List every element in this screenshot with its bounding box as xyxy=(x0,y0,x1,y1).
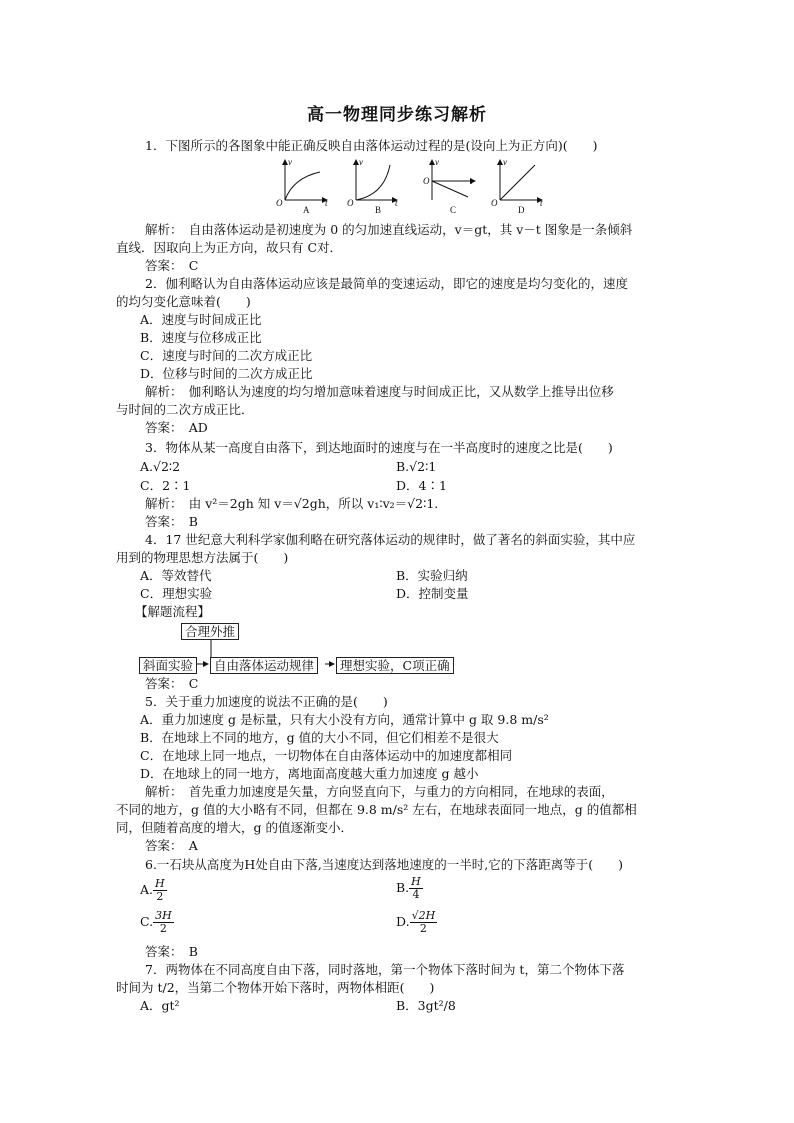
flow-box-2: 自由落体运动规律 xyxy=(210,657,318,674)
graph-a-xaxis: t xyxy=(325,198,328,208)
q6-option-a-label: A. xyxy=(140,882,154,897)
graph-b-yaxis: v xyxy=(359,157,363,167)
graph-c-origin: O xyxy=(423,176,430,186)
q4-option-a: A．等效替代 xyxy=(140,568,212,583)
q3-answer: 答案： B xyxy=(145,514,198,529)
q6-option-d-den: 2 xyxy=(419,922,427,935)
q2-analysis-1: 解析： 伽利略认为速度的均匀增加意味着速度与时间成正比，又从数学上推导出位移 xyxy=(145,384,614,399)
q6-option-c-fraction xyxy=(153,910,174,935)
q6-stem: 6.一石块从高度为H处自由下落,当速度达到落地速度的一半时,它的下落距离等于( ) xyxy=(145,857,624,872)
q2-stem-1: 2．伽利略认为自由落体运动应该是最简单的变速运动，即它的速度是均匀变化的，速度 xyxy=(145,276,628,291)
graph-a-origin: O xyxy=(276,198,283,208)
q4-option-d: D．控制变量 xyxy=(396,586,469,601)
q6-option-a xyxy=(140,878,167,903)
q3-option-b: B.√2∶1 xyxy=(396,459,437,474)
q7-stem-2: 时间为 t/2，当第二个物体开始下落时，两物体相距( ) xyxy=(116,980,435,995)
q1-analysis-1: 解析： 自由落体运动是初速度为 0 的匀加速直线运动，v＝gt，其 v－t 图象是一条倾斜 xyxy=(145,222,633,237)
q2-option-a: A．速度与时间成正比 xyxy=(140,312,262,327)
q2-option-b: B．速度与位移成正比 xyxy=(140,330,262,345)
q2-answer: 答案： AD xyxy=(145,420,208,435)
flow-box-1: 斜面实验 xyxy=(139,657,197,674)
graph-b-xaxis: t xyxy=(395,198,398,208)
q3-option-a: A.√2∶2 xyxy=(140,459,181,474)
q4-stem-1: 4．17 世纪意大利科学家伽利略在研究落体运动的规律时，做了著名的斜面实验，其中应 xyxy=(145,532,636,547)
q6-option-a-fraction xyxy=(153,878,167,903)
q7-option-b: B．3gt²/8 xyxy=(396,998,456,1013)
q5-analysis-1: 解析： 首先重力加速度是矢量，方向竖直向下，与重力的方向相同，在地球的表面， xyxy=(145,784,614,799)
q5-analysis-3: 同，但随着高度的增大，g 的值逐渐变小． xyxy=(116,820,353,835)
q1-answer: 答案： C xyxy=(145,258,199,273)
q6-option-c-den: 2 xyxy=(159,922,167,935)
q6-option-d-fraction xyxy=(410,910,438,935)
q6-option-b xyxy=(396,876,423,901)
page-title: 高一物理同步练习解析 xyxy=(307,105,487,125)
graph-b-origin: O xyxy=(347,198,354,208)
q2-option-c: C．速度与时间的二次方成正比 xyxy=(140,348,313,363)
q6-option-d-num: √2H xyxy=(411,909,436,922)
q5-option-d: D．在地球上的同一地方，离地面高度越大重力加速度 g 越小 xyxy=(140,766,479,781)
flow-box-top: 合理外推 xyxy=(181,623,239,640)
q3-stem: 3．物体从某一高度自由落下，到达地面时的速度与在一半高度时的速度之比是( ) xyxy=(145,440,613,455)
q1-analysis-2: 直线．因取向上为正方向，故只有 C对． xyxy=(116,240,343,255)
q2-stem-2: 的均匀变化意味着( ) xyxy=(116,294,251,309)
q7-option-a: A．gt² xyxy=(140,998,180,1013)
q4-flow-heading: 【解题流程】 xyxy=(135,604,211,619)
q5-analysis-2: 不同的地方，g 值的大小略有不同，但都在 9.8 m/s² 左右，在地球表面同一地点，g 的值都相 xyxy=(116,802,637,817)
q6-option-b-num: H xyxy=(411,875,421,888)
q6-answer: 答案： B xyxy=(145,944,198,959)
q6-option-b-den: 4 xyxy=(412,888,420,901)
q6-option-d-label: D. xyxy=(396,914,410,929)
q6-option-b-fraction xyxy=(409,876,423,901)
q6-option-c-num: 3H xyxy=(155,909,172,922)
q5-option-b: B．在地球上不同的地方，g 值的大小不同，但它们相差不是很大 xyxy=(140,730,499,745)
graph-a-yaxis: v xyxy=(288,157,292,167)
q3-analysis: 解析： 由 v²＝2gh 知 v＝√2gh，所以 v₁∶v₂＝√2∶1. xyxy=(145,496,439,511)
q4-answer: 答案： C xyxy=(145,676,199,691)
q5-option-a: A．重力加速度 g 是标量，只有大小没有方向，通常计算中 g 取 9.8 m/s² xyxy=(140,712,549,727)
q6-option-c xyxy=(140,910,174,935)
graph-c-label: C xyxy=(450,205,457,215)
q2-analysis-2: 与时间的二次方成正比． xyxy=(116,402,254,417)
q4-option-b: B．实验归纳 xyxy=(396,568,468,583)
graph-c-yaxis: v xyxy=(435,157,439,167)
q7-stem-1: 7．两物体在不同高度自由下落，同时落地，第一个物体下落时间为 t，第二个物体下落 xyxy=(145,962,625,977)
q6-option-d xyxy=(396,910,437,935)
graph-d-xaxis: t xyxy=(540,198,543,208)
q6-option-b-label: B. xyxy=(396,880,410,895)
q4-stem-2: 用到的物理思想方法属于( ) xyxy=(116,550,289,565)
graph-c-xaxis: t xyxy=(470,176,473,186)
graph-b-label: B xyxy=(375,205,382,215)
q5-answer: 答案： A xyxy=(145,838,198,853)
q3-option-d: D．4∶1 xyxy=(396,478,447,493)
q6-option-c-label: C. xyxy=(140,914,154,929)
q5-stem: 5．关于重力加速度的说法不正确的是( ) xyxy=(145,694,388,709)
q1-stem: 1．下图所示的各图象中能正确反映自由落体运动过程的是(设向上为正方向)( ) xyxy=(145,138,598,153)
q5-option-c: C．在地球上同一地点，一切物体在自由落体运动中的加速度都相同 xyxy=(140,748,513,763)
q2-option-d: D．位移与时间的二次方成正比 xyxy=(140,366,313,381)
q6-option-a-den: 2 xyxy=(156,890,164,903)
graph-d-origin: O xyxy=(491,198,498,208)
q4-option-c: C．理想实验 xyxy=(140,586,213,601)
q3-option-c: C．2∶1 xyxy=(140,478,191,493)
graph-a-label: A xyxy=(303,205,310,215)
graph-d-label: D xyxy=(518,205,525,215)
graph-d-yaxis: v xyxy=(503,157,507,167)
q6-option-a-num: H xyxy=(155,877,165,890)
flow-box-3: 理想实验，C项正确 xyxy=(336,657,454,674)
